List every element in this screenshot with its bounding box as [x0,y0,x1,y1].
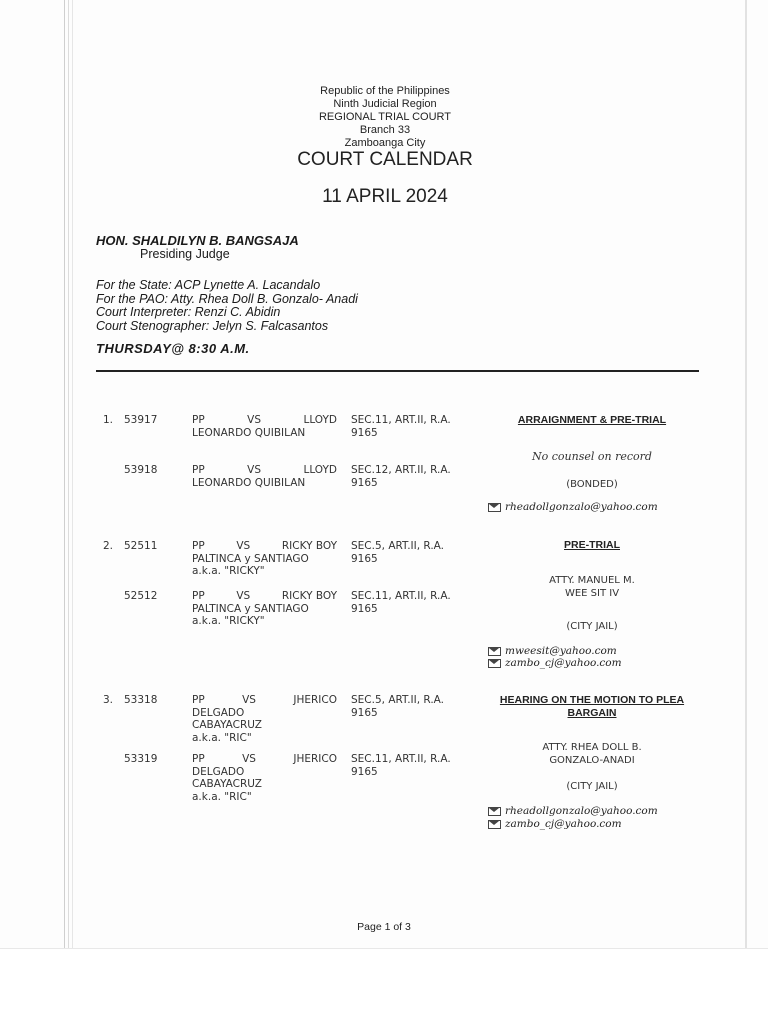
case-docket-number: 53917 [124,414,158,426]
case-title [192,694,337,744]
case-title-first: JHERICO [293,753,337,765]
email-entry[interactable] [488,818,622,830]
action-line: BARGAIN [567,707,617,719]
case-title-line: DELGADO [192,765,245,778]
case-title-line: CABAYACRUZ [192,719,263,731]
counsel-name [486,742,698,767]
case-number-index: 1. [103,414,114,426]
envelope-icon [488,820,501,829]
case-title-first: JHERICO [293,694,337,706]
case-title-line: LEONARDO QUIBILAN [192,476,306,489]
page-edge-line [72,0,73,948]
offense-line: 9165 [351,552,378,565]
offense-line: 9165 [351,426,378,439]
case-docket-number: 52511 [124,540,158,552]
counsel-line: ATTY. RHEA DOLL B. [542,742,642,753]
email-address[interactable]: rheadollgonzalo@yahoo.com [505,501,658,513]
offense-line: SEC.12, ART.II, R.A. [351,464,451,476]
case-title [192,414,337,439]
judge-name: HON. SHALDILYN B. BANGSAJA [96,233,299,248]
case-title-first: RICKY BOY [281,590,337,602]
case-title-line: PALTINCA y SANTIAGO [192,602,309,615]
header-court: REGIONAL TRIAL COURT [318,111,452,123]
case-title-vs: VS [242,753,256,765]
case-title-first: RICKY BOY [281,540,337,552]
email-address[interactable]: zambo_cj@yahoo.com [505,657,622,669]
case-title [192,753,337,803]
email-address[interactable]: rheadollgonzalo@yahoo.com [505,805,658,817]
envelope-icon [488,647,501,656]
calendar-date: 11 APRIL 2024 [322,186,448,207]
header-republic: Republic of the Philippines [320,85,450,97]
court-stenographer: Court Stenographer: Jelyn S. Falcasantos [96,319,329,333]
pao-attorney: For the PAO: Atty. Rhea Doll B. Gonzalo- Anadi [96,292,358,306]
offense-line: SEC.11, ART.II, R.A. [351,753,451,765]
offense-line: 9165 [351,476,378,489]
case-title-line: a.k.a. "RICKY" [192,615,265,627]
email-entry[interactable] [488,501,658,513]
offense-line: SEC.11, ART.II, R.A. [351,590,451,602]
case-title-pp: PP [192,590,205,602]
offense-line: 9165 [351,765,378,778]
case-title-line: DELGADO [192,706,245,719]
email-entry[interactable] [488,657,622,669]
offense-line: 9165 [351,706,378,719]
case-offense [351,590,473,615]
counsel-note: No counsel on record [532,450,652,463]
offense-line: SEC.5, ART.II, R.A. [351,694,445,706]
envelope-icon [488,659,501,668]
counsel-line: ATTY. MANUEL M. [549,575,635,586]
case-title-line: PALTINCA y SANTIAGO [192,552,309,565]
header-region: Ninth Judicial Region [333,98,437,110]
case-number-index: 2. [103,540,114,552]
case-title-pp: PP [192,540,205,552]
case-docket-number: 53318 [124,694,158,706]
case-title-vs: VS [247,464,261,476]
case-number-index: 3. [103,694,114,706]
page-edge-line [64,0,65,948]
case-docket-number: 53319 [124,753,158,765]
case-action: ARRAIGNMENT & PRE-TRIAL [517,414,667,426]
custody-status: (CITY JAIL) [566,621,618,632]
case-title-pp: PP [192,753,205,765]
email-address[interactable]: zambo_cj@yahoo.com [505,818,622,830]
offense-line: SEC.5, ART.II, R.A. [351,540,445,552]
email-entry[interactable] [488,645,617,657]
header-branch: Branch 33 [359,124,411,136]
counsel-name [486,575,698,600]
page-background [0,948,768,1025]
case-action [486,694,698,720]
counsel-line: GONZALO-ANADI [549,754,635,766]
action-line: HEARING ON THE MOTION TO PLEA [499,694,685,706]
case-title [192,590,337,628]
case-offense [351,414,473,439]
email-entry[interactable] [488,805,658,817]
case-title-pp: PP [192,464,205,476]
court-interpreter: Court Interpreter: Renzi C. Abidin [96,305,281,319]
case-offense [351,464,473,489]
case-action: PRE-TRIAL [564,539,620,551]
case-offense [351,694,473,719]
case-title-vs: VS [236,540,251,552]
case-title-vs: VS [242,694,256,706]
offense-line: SEC.11, ART.II, R.A. [351,414,451,426]
page-title: COURT CALENDAR [297,149,473,170]
case-offense [351,753,473,778]
custody-status: (BONDED) [566,479,618,490]
judge-role: Presiding Judge [140,247,230,261]
counsel-line: WEE SIT IV [564,587,620,599]
divider [96,370,699,372]
case-title-line: a.k.a. "RIC" [192,790,252,803]
case-docket-number: 52512 [124,590,158,602]
case-title [192,464,337,489]
case-offense [351,540,473,565]
email-address[interactable]: mweesit@yahoo.com [505,645,617,657]
custody-status: (CITY JAIL) [566,781,618,792]
case-title-line: a.k.a. "RICKY" [192,565,265,577]
case-title-vs: VS [247,414,261,426]
case-title-line: LEONARDO QUIBILAN [192,426,306,439]
case-title [192,540,337,578]
case-title-first: LLOYD [303,414,337,426]
case-title-pp: PP [192,694,205,706]
schedule-time: THURSDAY@ 8:30 A.M. [96,341,250,356]
offense-line: 9165 [351,602,378,615]
envelope-icon [488,503,501,512]
page-number: Page 1 of 3 [357,921,411,933]
page-edge-line [745,0,747,948]
case-title-pp: PP [192,414,205,426]
state-prosecutor: For the State: ACP Lynette A. Lacandalo [96,278,321,292]
case-title-vs: VS [236,590,251,602]
case-title-line: CABAYACRUZ [192,778,263,790]
case-docket-number: 53918 [124,464,158,476]
case-title-line: a.k.a. "RIC" [192,731,252,744]
envelope-icon [488,807,501,816]
case-title-first: LLOYD [303,464,337,476]
header-city: Zamboanga City [344,137,426,149]
page-edge-line [68,0,69,948]
